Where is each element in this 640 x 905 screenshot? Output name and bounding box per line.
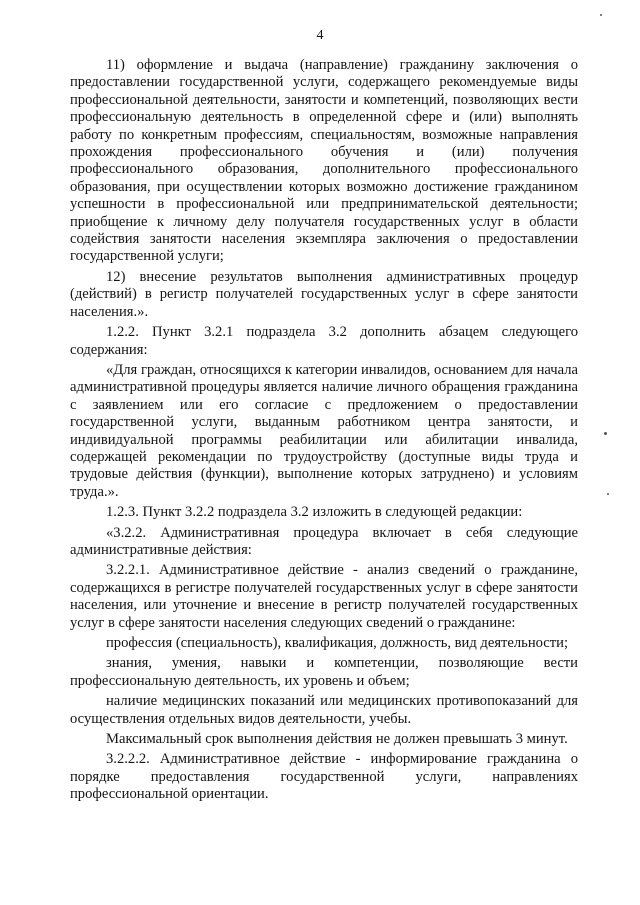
paragraph-1-2-3: 1.2.3. Пункт 3.2.2 подраздела 3.2 изложить в следующей редакции: [106, 504, 523, 521]
paragraph-item-12: 12) внесение результатов выполнения административных процедур (действий) в регистр получателей государственных услуг в сфере занятости населения.». [70, 268, 578, 320]
scan-speck [600, 14, 602, 16]
paragraph-3-2-2-1: 3.2.2.1. Административное действие - анализ сведений о гражданине, содержащихся в регистре получателей государственных услуг в сфере занятости населения, или уточнение и внесение в регистр получателей государственных услуг в сфере занятости населения следующих сведений о гражданине: [70, 562, 578, 631]
paragraph-3-2-2: «3.2.2. Административная процедура включает в себя следующие административные действия: [70, 524, 578, 558]
document-body [70, 57, 578, 807]
paragraph-medical: наличие медицинских показаний или медицинских противопоказаний для осуществления отдельных видов деятельности, учебы. [70, 693, 578, 727]
paragraph-1-2-2: 1.2.2. Пункт 3.2.1 подраздела 3.2 дополнить абзацем следующего содержания: [70, 324, 578, 358]
paragraph-max-time: Максимальный срок выполнения действия не должен превышать 3 минут. [106, 731, 568, 748]
paragraph-profession: профессия (специальность), квалификация, должность, вид деятельности; [106, 635, 569, 651]
scan-speck [604, 432, 607, 435]
paragraph-item-11: 11) оформление и выдача (направление) гражданину заключения о предоставлении государственной услуги, содержащего рекомендуемые виды профессиональной деятельности, занятости и компетенций, позволяющих вести профессиональную деятельность в определенной сфере и (или) выполнять работу по конкретным профессиям, специальностям, возможные направления прохождения профессионального обучения и (или) получения профессионального образования, дополнительного профессионального образования, при осуществлении которых возможно достижение гражданином успешности в профессиональной или предпринимательской деятельности; приобщение к личному делу получателя государственных услуг в области содействия занятости населения экземпляра заключения о предоставлении государственной услуги; [70, 57, 578, 265]
paragraph-3-2-2-2: 3.2.2.2. Административное действие - информирование гражданина о порядке предоставления государственной услуги, направлениях профессиональной ориентации. [70, 751, 578, 803]
scan-speck [607, 493, 609, 495]
page-number: 4 [316, 28, 324, 43]
paragraph-knowledge: знания, умения, навыки и компетенции, позволяющие вести профессиональную деятельность, их уровень и объем; [70, 655, 578, 689]
paragraph-quote-disabled: «Для граждан, относящихся к категории инвалидов, основанием для начала административной процедуры является наличие личного обращения гражданина с заявлением или его согласие с предложением о предоставлении государственной услуги, выданным работником центра занятости, и индивидуальной программы реабилитации или абилитации инвалида, содержащей рекомендации по трудоустройству (доступные виды труда и трудовые действия (функции), выполнение которых затруднено) и условиям труда.». [70, 361, 578, 500]
